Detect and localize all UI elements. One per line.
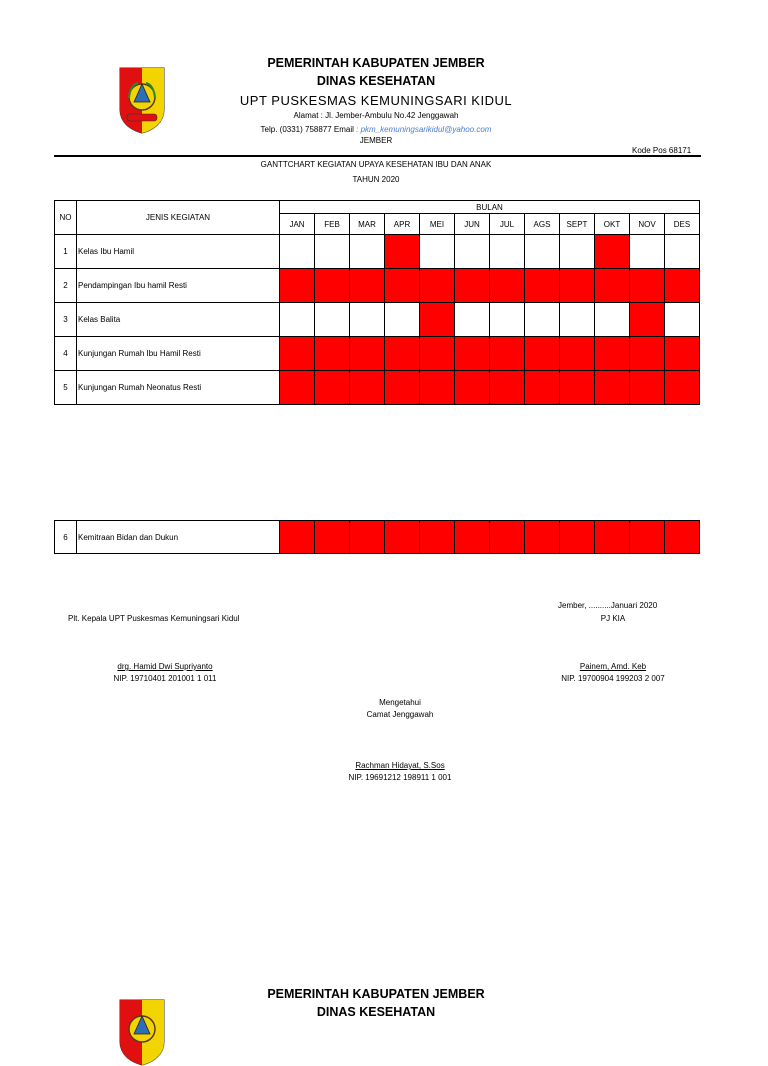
table-row xyxy=(55,303,700,337)
month-cell-sept-empty xyxy=(560,303,595,337)
month-cell-feb-empty xyxy=(315,235,350,269)
month-cell-nov-scheduled xyxy=(630,269,665,303)
month-header-feb: FEB xyxy=(315,214,350,235)
month-cell-mei-scheduled xyxy=(420,337,455,371)
row-number: 3 xyxy=(55,303,77,337)
month-cell-des-scheduled xyxy=(665,269,700,303)
month-cell-jan-empty xyxy=(280,303,315,337)
gantt-table xyxy=(54,200,700,405)
header-kode-pos: Kode Pos 68171 xyxy=(632,146,692,155)
month-cell-mei-scheduled xyxy=(420,303,455,337)
month-header-mei: MEI xyxy=(420,214,455,235)
month-cell-apr-scheduled xyxy=(385,337,420,371)
month-cell-mar-empty xyxy=(350,303,385,337)
row-number: 6 xyxy=(55,521,77,554)
month-cell-jan-scheduled xyxy=(280,521,315,554)
month-cell-okt-empty xyxy=(595,303,630,337)
month-cell-okt-scheduled xyxy=(595,371,630,405)
month-cell-okt-scheduled xyxy=(595,269,630,303)
month-cell-des-empty xyxy=(665,235,700,269)
table-row xyxy=(55,371,700,405)
header-government: PEMERINTAH KABUPATEN JEMBER xyxy=(267,56,485,70)
month-cell-ags-scheduled xyxy=(525,521,560,554)
month-cell-nov-scheduled xyxy=(630,337,665,371)
col-header-month-group: BULAN xyxy=(280,201,700,214)
month-header-nov: NOV xyxy=(630,214,665,235)
month-cell-sept-scheduled xyxy=(560,521,595,554)
sign-right-nip: NIP. 19700904 199203 2 007 xyxy=(561,674,665,683)
month-header-apr: APR xyxy=(385,214,420,235)
month-cell-feb-scheduled xyxy=(315,269,350,303)
month-cell-des-scheduled xyxy=(665,371,700,405)
activity-name: Kemitraan Bidan dan Dukun xyxy=(77,521,280,554)
month-cell-okt-scheduled xyxy=(595,235,630,269)
header-divider xyxy=(54,155,701,157)
month-cell-des-empty xyxy=(665,303,700,337)
month-header-mar: MAR xyxy=(350,214,385,235)
month-cell-mei-empty xyxy=(420,235,455,269)
month-header-sept: SEPT xyxy=(560,214,595,235)
month-cell-feb-scheduled xyxy=(315,337,350,371)
sign-right-title: PJ KIA xyxy=(600,614,626,623)
month-cell-jun-empty xyxy=(455,303,490,337)
month-cell-ags-scheduled xyxy=(525,371,560,405)
month-cell-nov-empty xyxy=(630,235,665,269)
month-cell-mar-scheduled xyxy=(350,371,385,405)
month-cell-jan-scheduled xyxy=(280,371,315,405)
month-cell-mar-scheduled xyxy=(350,521,385,554)
month-cell-mei-scheduled xyxy=(420,269,455,303)
sign-left-nip: NIP. 19710401 201001 1 011 xyxy=(113,674,217,683)
activity-name: Kunjungan Rumah Neonatus Resti xyxy=(77,371,280,405)
table-row xyxy=(55,337,700,371)
month-cell-mar-scheduled xyxy=(350,269,385,303)
month-cell-feb-scheduled xyxy=(315,371,350,405)
month-cell-jul-scheduled xyxy=(490,521,525,554)
month-cell-feb-scheduled xyxy=(315,521,350,554)
header-upt-name: UPT PUSKESMAS KEMUNINGSARI KIDUL xyxy=(239,93,513,108)
month-cell-jun-scheduled xyxy=(455,371,490,405)
sign-know-label: Mengetahui xyxy=(379,698,421,707)
month-cell-sept-scheduled xyxy=(560,371,595,405)
month-cell-sept-scheduled xyxy=(560,337,595,371)
month-cell-jul-empty xyxy=(490,303,525,337)
jember-emblem-logo xyxy=(118,66,166,134)
activity-name: Kelas Balita xyxy=(77,303,280,337)
month-header-jul: JUL xyxy=(490,214,525,235)
month-cell-jun-scheduled xyxy=(455,521,490,554)
row-number: 4 xyxy=(55,337,77,371)
month-cell-nov-scheduled xyxy=(630,521,665,554)
month-cell-feb-empty xyxy=(315,303,350,337)
table-row xyxy=(55,235,700,269)
month-cell-des-scheduled xyxy=(665,337,700,371)
month-cell-ags-empty xyxy=(525,303,560,337)
month-cell-jul-scheduled xyxy=(490,337,525,371)
month-cell-apr-scheduled xyxy=(385,235,420,269)
month-cell-apr-scheduled xyxy=(385,371,420,405)
month-cell-sept-empty xyxy=(560,235,595,269)
month-cell-jan-empty xyxy=(280,235,315,269)
sign-left-name: drg. Hamid Dwi Supriyanto xyxy=(117,662,213,671)
header-email: : pkm_kemuningsarikidul@yahoo.com xyxy=(356,125,492,134)
activity-name: Kunjungan Rumah Ibu Hamil Resti xyxy=(77,337,280,371)
sign-camat-nip: NIP. 19691212 198911 1 001 xyxy=(348,773,452,782)
row-number: 1 xyxy=(55,235,77,269)
sign-place-date: Jember, ..........Januari 2020 xyxy=(558,601,658,610)
header-telp: Telp. (0331) 758877 Email xyxy=(260,125,354,134)
sign-left-title: Plt. Kepala UPT Puskesmas Kemuningsari Kidul xyxy=(68,614,240,623)
month-header-jan: JAN xyxy=(280,214,315,235)
row-number: 2 xyxy=(55,269,77,303)
activity-name: Pendampingan Ibu hamil Resti xyxy=(77,269,280,303)
activity-name: Kelas Ibu Hamil xyxy=(77,235,280,269)
month-cell-apr-empty xyxy=(385,303,420,337)
month-cell-jul-scheduled xyxy=(490,371,525,405)
month-cell-jul-empty xyxy=(490,235,525,269)
sign-camat-name: Rachman Hidayat, S.Sos xyxy=(355,761,445,770)
gantt-table-extra xyxy=(54,520,700,554)
month-header-okt: OKT xyxy=(595,214,630,235)
month-cell-apr-scheduled xyxy=(385,269,420,303)
header-department: DINAS KESEHATAN xyxy=(316,74,436,88)
month-cell-okt-scheduled xyxy=(595,337,630,371)
month-header-jun: JUN xyxy=(455,214,490,235)
month-cell-jul-scheduled xyxy=(490,269,525,303)
header-address: Alamat : Jl. Jember-Ambulu No.42 Jenggawah xyxy=(293,111,459,120)
table-row xyxy=(55,269,700,303)
header-city: JEMBER xyxy=(359,136,393,145)
month-cell-nov-scheduled xyxy=(630,303,665,337)
month-cell-jun-scheduled xyxy=(455,269,490,303)
month-cell-ags-scheduled xyxy=(525,269,560,303)
doc-year: TAHUN 2020 xyxy=(352,175,400,184)
month-cell-mei-scheduled xyxy=(420,371,455,405)
sign-camat-title: Camat Jenggawah xyxy=(366,710,434,719)
header-contact xyxy=(200,125,552,134)
month-cell-des-scheduled xyxy=(665,521,700,554)
month-cell-mar-empty xyxy=(350,235,385,269)
month-header-ags: AGS xyxy=(525,214,560,235)
month-cell-okt-scheduled xyxy=(595,521,630,554)
next-page-header-department: DINAS KESEHATAN xyxy=(316,1005,436,1019)
month-cell-jun-scheduled xyxy=(455,337,490,371)
month-cell-jan-scheduled xyxy=(280,269,315,303)
col-header-activity: JENIS KEGIATAN xyxy=(77,201,280,235)
month-cell-ags-scheduled xyxy=(525,337,560,371)
jember-emblem-logo-next-page xyxy=(118,998,166,1066)
col-header-no: NO xyxy=(55,201,77,235)
month-cell-jan-scheduled xyxy=(280,337,315,371)
row-number: 5 xyxy=(55,371,77,405)
next-page-header-government: PEMERINTAH KABUPATEN JEMBER xyxy=(267,987,485,1001)
month-cell-apr-scheduled xyxy=(385,521,420,554)
table-row xyxy=(55,521,700,554)
month-cell-sept-scheduled xyxy=(560,269,595,303)
month-cell-ags-empty xyxy=(525,235,560,269)
sign-right-name: Painem, Amd. Keb xyxy=(579,662,647,671)
month-cell-nov-scheduled xyxy=(630,371,665,405)
month-cell-mei-scheduled xyxy=(420,521,455,554)
month-cell-jun-empty xyxy=(455,235,490,269)
doc-title: GANTTCHART KEGIATAN UPAYA KESEHATAN IBU DAN ANAK xyxy=(260,160,492,169)
month-cell-mar-scheduled xyxy=(350,337,385,371)
month-header-des: DES xyxy=(665,214,700,235)
